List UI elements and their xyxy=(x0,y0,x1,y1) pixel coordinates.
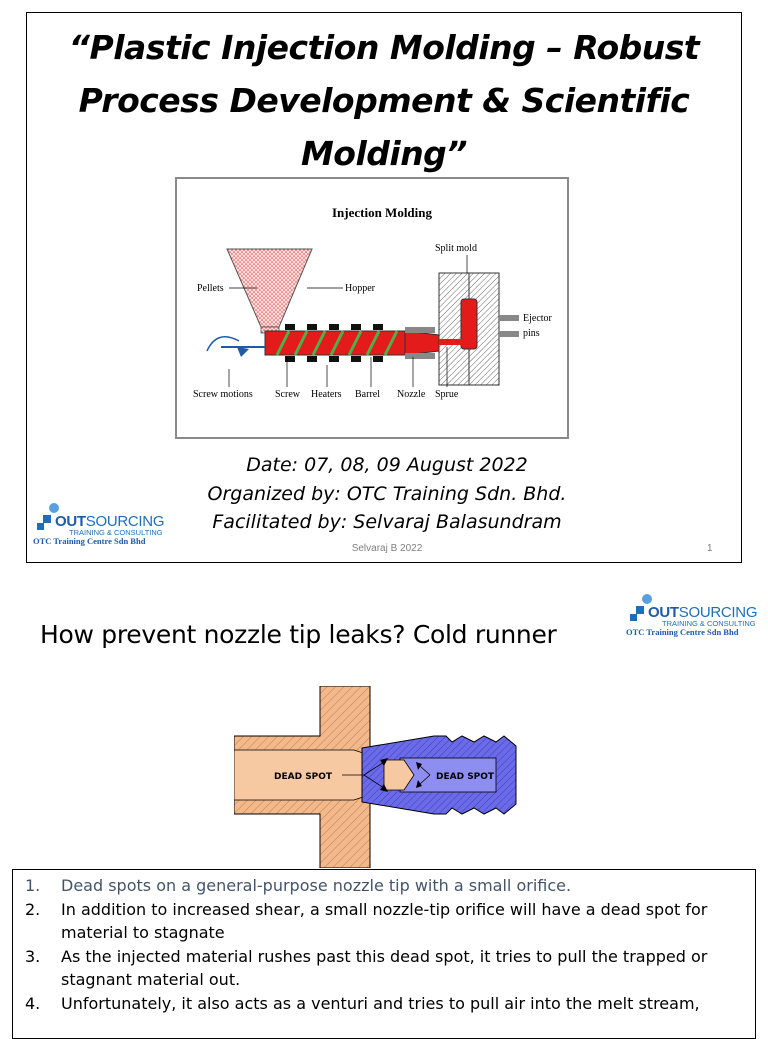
logo-subtitle: TRAINING & CONSULTING xyxy=(662,619,756,628)
dead-spot-notes xyxy=(12,869,756,1039)
logo-company: OTC Training Centre Sdn Bhd xyxy=(626,627,739,637)
facilitated-by: Facilitated by: Selvaraj Balasundram xyxy=(212,511,562,533)
label-screw: Screw xyxy=(275,389,300,400)
label-nozzle: Nozzle xyxy=(397,389,426,400)
injection-molding-figure xyxy=(175,177,569,439)
slide-2-title: How prevent nozzle tip leaks? Cold runner xyxy=(40,620,557,649)
label-ejector: Ejector xyxy=(523,313,552,324)
notes-list xyxy=(13,870,755,1015)
slide-1-page-number: 1 xyxy=(707,543,713,554)
logo-company: OTC Training Centre Sdn Bhd xyxy=(33,536,146,546)
injection-molding-diagram xyxy=(177,179,567,437)
label-heaters: Heaters xyxy=(311,389,342,400)
slide-1-title xyxy=(27,21,741,180)
dead-spot-label-right: DEAD SPOT xyxy=(436,772,495,782)
list-item: 1. Dead spots on a general-purpose nozzle tip with a small orifice. xyxy=(25,876,572,895)
otc-logo xyxy=(33,499,178,545)
event-date: Date: 07, 08, 09 August 2022 xyxy=(246,454,528,476)
list-item: 2. In addition to increased shear, a small nozzle-tip orifice will have a dead spot for material to stagnate xyxy=(25,899,708,942)
slide-1 xyxy=(26,12,742,563)
label-barrel: Barrel xyxy=(355,389,380,400)
label-screw-motions: Screw motions xyxy=(193,389,253,400)
label-pins: pins xyxy=(523,328,540,339)
title-line-3: Molding” xyxy=(300,134,468,173)
list-item: 3. As the injected material rushes past this dead spot, it tries to pull the trapped or stagnant material out. xyxy=(25,946,708,989)
title-line-2: Process Development & Scientific xyxy=(78,81,690,120)
list-item: 4. Unfortunately, it also acts as a venturi and tries to pull air into the melt stream, xyxy=(25,993,700,1013)
label-hopper: Hopper xyxy=(345,283,375,294)
logo-word: OUTSOURCING xyxy=(55,513,165,530)
nozzle-shape xyxy=(405,331,439,355)
label-sprue: Sprue xyxy=(435,389,459,400)
label-pellets: Pellets xyxy=(197,283,224,294)
figure-title: Injection Molding xyxy=(331,205,433,220)
logo-subtitle: TRAINING & CONSULTING xyxy=(69,528,163,537)
label-split-mold: Split mold xyxy=(435,243,477,254)
dead-spot-label-left: DEAD SPOT xyxy=(274,772,333,782)
slide-1-footer: Selvaraj B 2022 xyxy=(351,543,423,554)
nozzle-tip-diagram xyxy=(234,686,524,868)
otc-logo-2 xyxy=(626,590,768,636)
title-line-1: “Plastic Injection Molding – Robust xyxy=(68,28,700,67)
organized-by: Organized by: OTC Training Sdn. Bhd. xyxy=(207,482,567,505)
logo-word: OUTSOURCING xyxy=(648,604,758,621)
slide-1-info xyxy=(177,451,597,537)
